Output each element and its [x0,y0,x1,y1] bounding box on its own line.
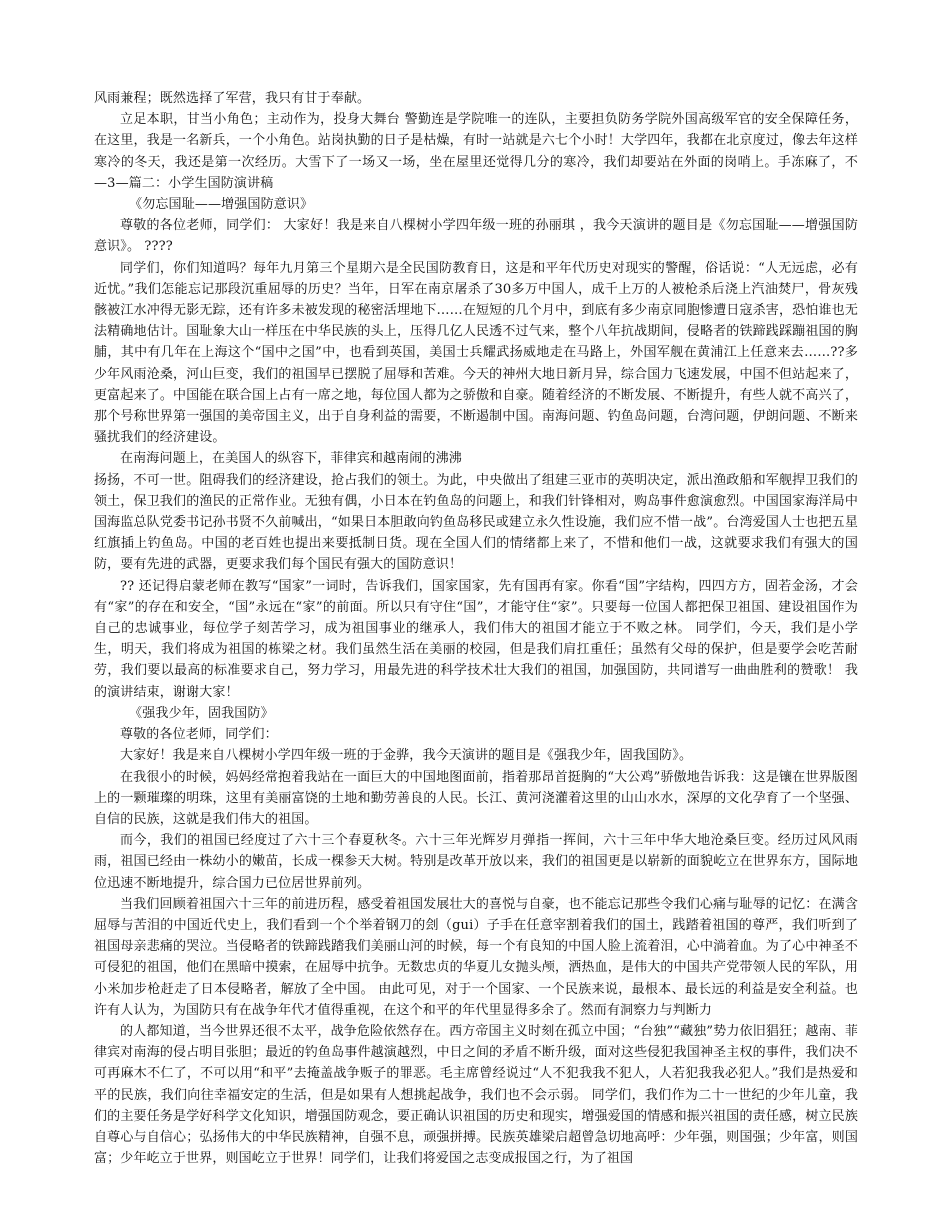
paragraph: 的人都知道，当今世界还很不太平，战争危险依然存在。西方帝国主义时刻在孤立中国；“台独”“藏独”势力依旧猖狂；越南、菲律宾对南海的侵占明目张胆；最近的钓鱼岛事件越演越烈，中日之间的矛盾不断升级，面对这些侵犯我国神圣主权的事件，我们决不可再麻木不仁了，不可以用“和平”去掩盖战争贩子的罪恶。毛主席曾经说过“人不犯我我不犯人，人若犯我我必犯人。”我们是热爱和平的民族，我们向往幸福安定的生活，但是如果有人想挑起战争，我们也不会示弱。 同学们，我们作为二十一世纪的少年儿童，我们的主要任务是学好科学文化知识，增强国防观念，要正确认识祖国的历史和现实，增强爱国的情感和振兴祖国的责任感，树立民族自尊心与自信心；弘扬伟大的中华民族精神，自强不息，顽强拼搏。民族英雄梁启超曾急切地高呼：少年强，则国强；少年富，则国富；少年屹立于世界，则国屹立于世界！同学们，让我们将爱国之志变成报国之行，为了祖国 [94,1023,858,1167]
paragraph: 而今，我们的祖国已经度过了六十三个春夏秋冬。六十三年光辉岁月弹指一挥间，六十三年中华大地沧桑巨变。经历过风风雨雨，祖国已经由一株幼小的嫩苗，长成一棵参天大树。特别是改革开放以来，我们的祖国更是以崭新的面貌屹立在世界东方，国际地位迅速不断地提升，综合国力已位居世界前列。 [94,833,858,891]
paragraph: 大家好！我是来自八棵树小学四年级一班的于金骅，我今天演讲的题目是《强我少年，固我国防》。 [120,748,693,764]
speech-title: 《强我少年，固我国防》 [129,705,274,721]
paragraph: 当我们回顾着祖国六十三年的前进历程，感受着祖国发展壮大的喜悦与自豪，也不能忘记那些令我们心痛与耻辱的记忆：在满含屈辱与苦泪的中国近代史上，我们看到一个个举着钢刀的刽（gui）子手在任意宰割着我们的国土，践踏着祖国的尊严，我们听到了祖国母亲悲痛的哭泣。当侵略者的铁蹄践踏我们美丽山河的时候，每一个有良知的中国人脸上流着泪，心中淌着血。为了心中神圣不可侵犯的祖国，他们在黑暗中摸索，在屈辱中抗争。无数忠贞的华夏儿女抛头颅，洒热血，是伟大的中国共产党带领人民的军队，用小米加步枪赶走了日本侵略者，解放了全中国。 由此可见，对于一个国家、一个民族来说，最根本、最长远的利益是安全利益。也许有人认为，为国防只有在战争年代才值得重视，在这个和平的年代里显得多余了。然而有洞察力与判断力 [94,896,858,1018]
paragraph: 立足本职，甘当小角色；主动作为，投身大舞台 警勤连是学院唯一的连队，主要担负防务学院外国高级军官的安全保障任务，在这里，我是一名新兵，一个小角色。站岗执勤的日子是枯燥，有时一站就是六七个小时！大学四年，我都在北京度过，像去年这样寒冷的冬天，我还是第一次经历。大雪下了一场又一场，坐在屋里还觉得几分的寒冷，我们却要站在外面的岗哨上。手冻麻了，不 —3—篇二：小学生国防演讲稿 [94,112,858,191]
paragraph: 在南海问题上，在美国人的纵容下，菲律宾和越南闹的沸沸 [120,451,462,467]
paragraph: 在我很小的时候，妈妈经常抱着我站在一面巨大的中国地图面前，指着那昂首挺胸的“大公鸡”骄傲地告诉我：这是镶在世界版图上的一颗璀璨的明珠，这里有美丽富饶的土地和勤劳善良的人民。长江、黄河浇灌着这里的山山水水，深厚的文化孕育了一个坚强、自信的民族，这就是我们伟大的祖国。 [94,769,858,827]
paragraph: 尊敬的各位老师，同学们： [120,727,278,743]
paragraph: 尊敬的各位老师，同学们： 大家好！我是来自八棵树小学四年级一班的孙丽琪 ，我今天演讲的题目是《勿忘国耻——增强国防意识》。 ???? [94,218,858,255]
paragraph: 风雨兼程；既然选择了军营，我只有甘于奉献。 [94,91,371,106]
paragraph: ?? 还记得启蒙老师在教写“国家”一词时，告诉我们，国家国家，先有国再有家。你看“国”字结构，四四方方，固若金汤，才会有“家”的存在和安全，“国”永远在“家”的前面。所以只有守住“国”，才能守住“家”。只要每一位国人都把保卫祖国、建设祖国作为自己的忠诚事业，每位学子刻苦学习，成为祖国事业的继承人，我们伟大的祖国才能立于不败之林。 同学们，今天，我们是小学生，明天，我们将成为祖国的栋梁之材。我们虽然生活在美丽的校园，但是我们肩扛重任；虽然有父母的保护，但是要学会吃苦耐劳，我们要以最高的标准要求自己，努力学习，用最先进的科学技术壮大我们的祖国，加强国防，共同谱写一曲曲胜利的赞歌！ 我的演讲结束，谢谢大家！ [94,578,858,700]
paragraph: 同学们，你们知道吗？每年九月第三个星期六是全民国防教育日，这是和平年代历史对现实的警醒，俗话说：“人无远虑，必有近忧。”我们怎能忘记那段沉重屈辱的历史？当年，日军在南京屠杀了30多万中国人，成千上万的人被枪杀后浇上汽油焚尸，骨灰残骸被江水冲得无影无踪，还有许多未被发现的秘密活埋地下……在短短的几个月中，到底有多少南京同胞惨遭日寇杀害，恐怕谁也无法精确地估计。国耻象大山一样压在中华民族的头上，压得几亿人民透不过气来，整个八年抗战期间，侵略者的铁蹄践踩蹦祖国的胸脯，其中有几年在上海这个“国中之国”中，也看到英国，美国士兵耀武扬威地走在马路上，外国军舰在黄浦江上任意来去……??多少年风雨沧桑，河山巨变，我们的祖国早已摆脱了屈辱和苦难。今天的神州大地日新月异，综合国力飞速发展，中国不但站起来了，更富起来了。中国能在联合国上占有一席之地，每位国人都为之骄傲和自豪。随着经济的不断发展、不断提升，有些人就不高兴了，那个号称世界第一强国的美帝国主义，出于自身利益的需要，不断遏制中国。南海问题、钓鱼岛问题，台湾问题，伊朗问题、不断来骚扰我们的经济建设。 [94,260,858,446]
paragraph: 扬扬，不可一世。阻碍我们的经济建设，抢占我们的领土。为此，中央做出了组建三亚市的英明决定，派出渔政船和军舰捍卫我们的领土，保卫我们的渔民的正常作业。无独有偶，小日本在钓鱼岛的问题上，和我们针锋相对，购岛事件愈演愈烈。中国国家海洋局中国海监总队党委书记孙书贤不久前喊出，“如果日本胆敢向钓鱼岛移民或建立永久性设施，我们应不惜一战”。台湾爱国人士也把五星红旗插上钓鱼岛。中国的老百姓也提出来要抵制日货。现在全国人们的情绪都上来了，不惜和他们一战，这就要求我们有强大的国防，要有先进的武器，更要求我们每个国民有强大的国防意识！ [94,472,858,573]
speech-title: 《勿忘国耻——增强国防意识》 [129,197,314,213]
